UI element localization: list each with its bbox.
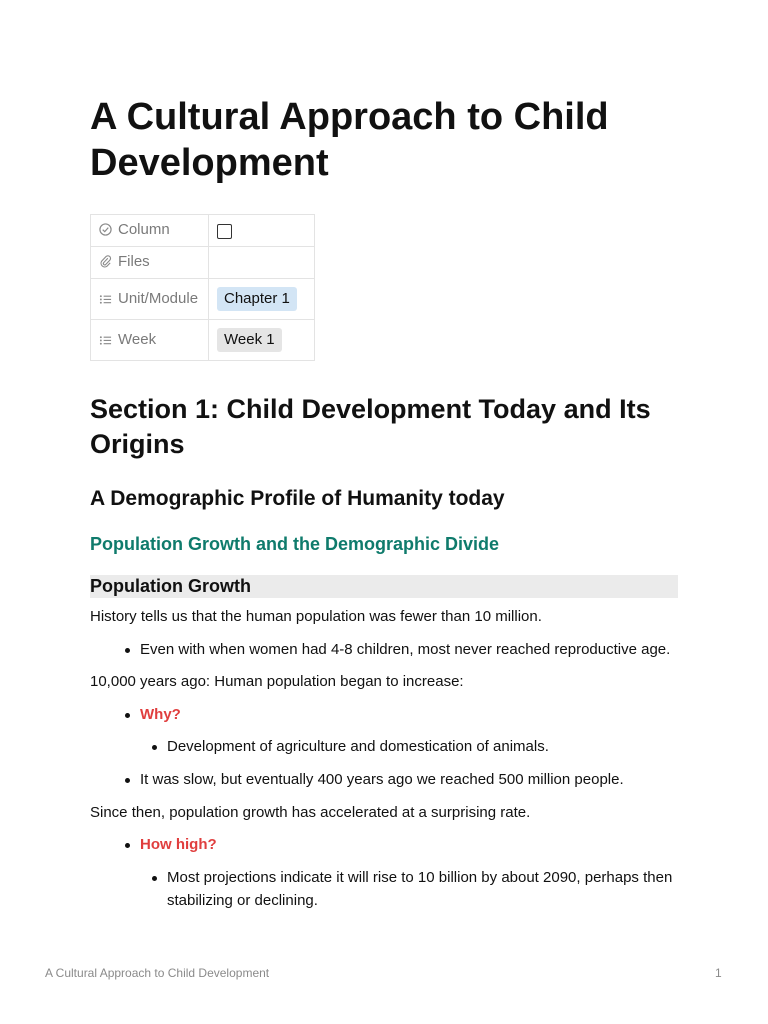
- paragraph: 10,000 years ago: Human population began to increase:: [90, 673, 464, 690]
- page-title: A Cultural Approach to Child Development: [90, 96, 609, 184]
- sub-list-item: Development of agriculture and domestication of animals.: [167, 735, 549, 758]
- property-key: Files: [118, 253, 150, 270]
- property-row-week: [91, 320, 315, 361]
- property-row-column: [91, 215, 315, 247]
- page-number: 1: [715, 966, 722, 980]
- list-item: It was slow, but eventually 400 years ago we reached 500 million people.: [140, 768, 624, 791]
- week-tag[interactable]: Week 1: [217, 328, 282, 352]
- list-icon: [99, 333, 113, 350]
- property-row-unit-module: [91, 279, 315, 320]
- list-icon: [99, 292, 113, 309]
- properties-table: [90, 214, 315, 361]
- list-item-how-high: How high?: [140, 833, 217, 856]
- files-value[interactable]: [209, 247, 315, 279]
- paragraph: History tells us that the human population was fewer than 10 million.: [90, 608, 542, 625]
- sub-list-item-line: Most projections indicate it will rise to 10 billion by about 2090, perhaps then: [167, 869, 673, 886]
- footer-title: A Cultural Approach to Child Development: [45, 966, 270, 980]
- teal-heading: Population Growth and the Demographic Divide: [90, 534, 500, 554]
- paragraph: Since then, population growth has accelerated at a surprising rate.: [90, 804, 531, 821]
- paperclip-icon: [99, 254, 113, 272]
- section-heading: Section 1: Child Development Today and Its Origins: [90, 394, 651, 459]
- list-item: Even with when women had 4-8 children, most never reached reproductive age.: [140, 638, 670, 661]
- sub-list-item-line: stabilizing or declining.: [167, 892, 318, 909]
- property-key: Week: [118, 330, 157, 348]
- column-checkbox[interactable]: [217, 224, 232, 239]
- unit-module-tag[interactable]: Chapter 1: [217, 287, 297, 311]
- subheading: A Demographic Profile of Humanity today: [90, 487, 505, 510]
- property-key: Unit/Module: [118, 289, 199, 307]
- property-row-files: [91, 247, 315, 279]
- list-item-why: Why?: [140, 703, 181, 726]
- checkbox-property-icon: [99, 223, 113, 240]
- sub-list-item: [167, 866, 678, 912]
- property-key: Column: [118, 221, 170, 238]
- highlighted-heading: Population Growth: [90, 575, 678, 598]
